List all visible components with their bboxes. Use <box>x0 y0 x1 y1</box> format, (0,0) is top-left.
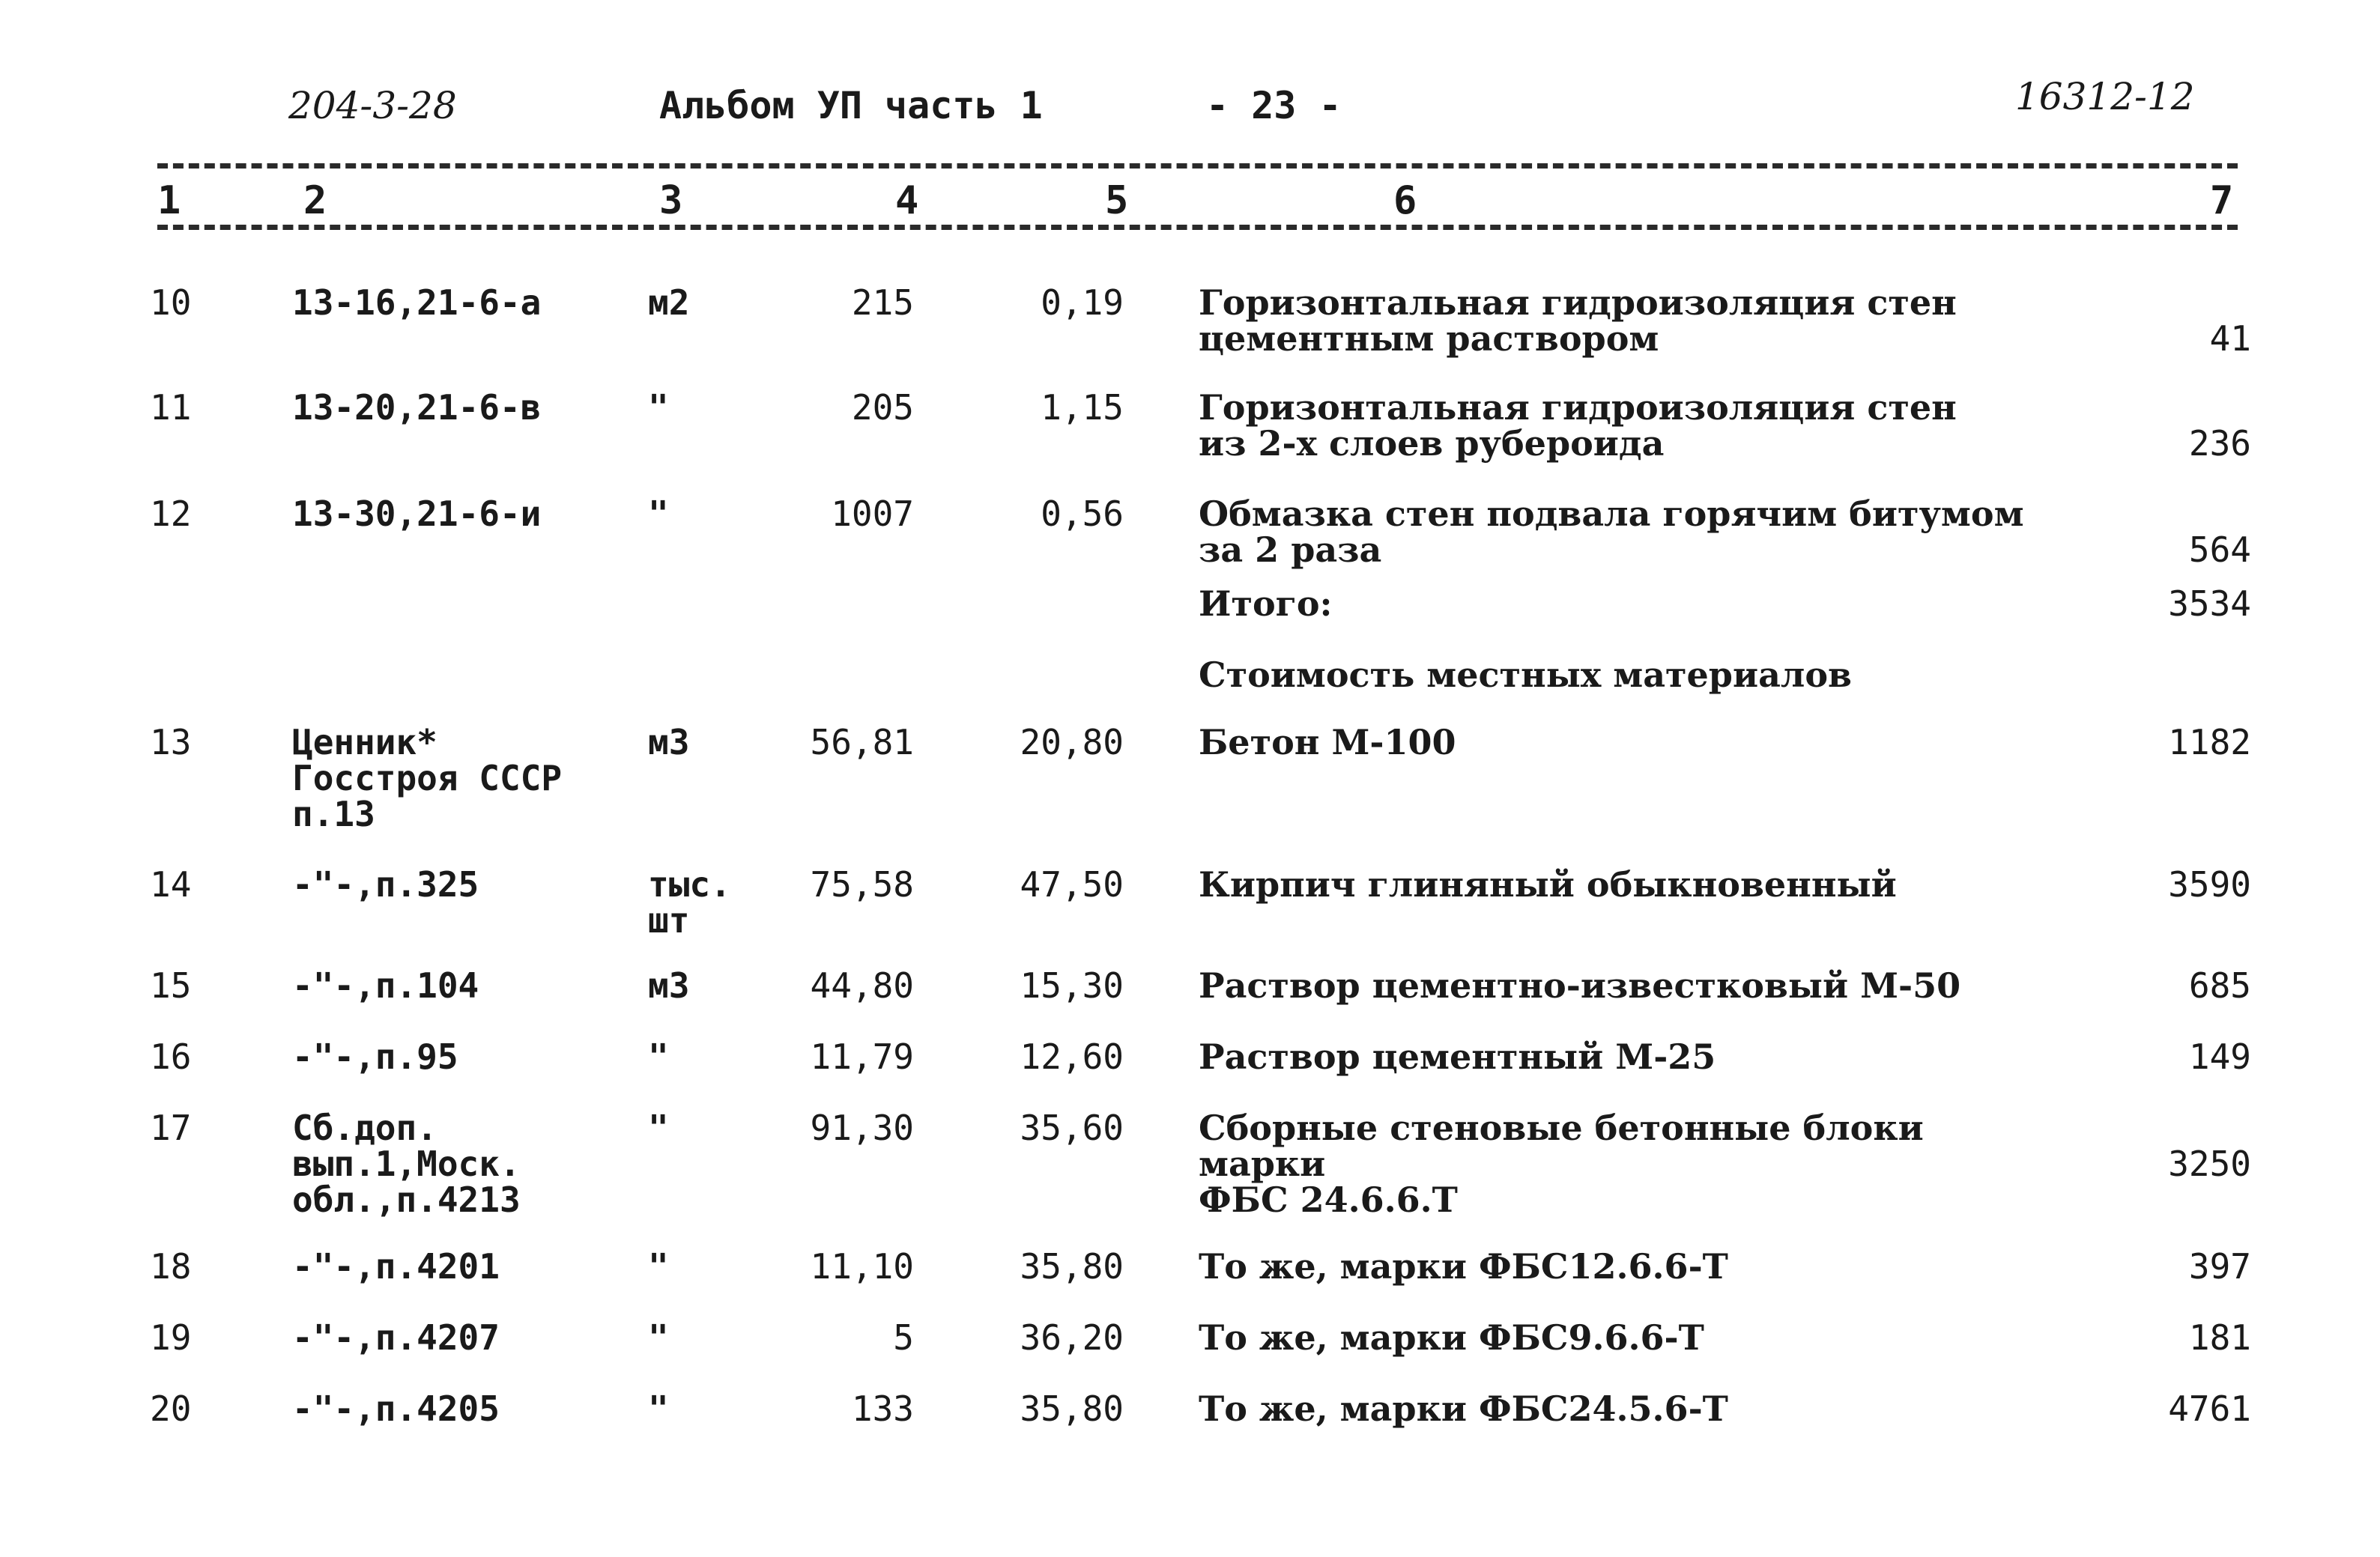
column-number-4: 4 <box>895 178 919 223</box>
row-total: 149 <box>2188 1037 2251 1077</box>
row-unit: " <box>648 494 669 534</box>
table-row-section <box>0 657 2380 724</box>
row-reference: -"-,п.4205 <box>292 1388 500 1429</box>
row-number: 12 <box>150 494 192 534</box>
table-row <box>0 1248 2380 1320</box>
row-unit: " <box>648 1246 669 1287</box>
row-description: Раствор цементно-известковый М-50 <box>1199 965 1961 1006</box>
row-unit-price: 0,19 <box>1041 282 1124 323</box>
column-number-7: 7 <box>2210 178 2234 223</box>
row-description: То же, марки ФБС12.6.6-Т <box>1199 1246 1728 1287</box>
row-unit: " <box>648 1037 669 1077</box>
estimate-table <box>0 282 2380 1462</box>
column-number-3: 3 <box>659 178 683 223</box>
row-description: Обмазка стен подвала горячим битумом за 2 раза <box>1199 494 2024 570</box>
album-title: Альбом УП часть 1 <box>659 84 1043 127</box>
section-heading: Стоимость местных материалов <box>1199 655 1852 695</box>
row-number: 17 <box>150 1108 192 1148</box>
row-number: 16 <box>150 1037 192 1077</box>
row-reference: 13-16,21-6-а <box>292 282 542 323</box>
row-description: Сборные стеновые бетонные блоки марки ФБС 24.6.6.Т <box>1199 1108 1924 1220</box>
column-number-2: 2 <box>303 178 327 223</box>
row-number: 10 <box>150 282 192 323</box>
table-row <box>0 965 2380 1039</box>
row-unit: " <box>648 1108 669 1148</box>
row-unit-price: 1,15 <box>1041 387 1124 428</box>
row-unit: " <box>648 387 669 428</box>
row-unit: " <box>648 1317 669 1358</box>
row-reference: Ценник* Госстроя СССР п.13 <box>292 722 563 834</box>
row-unit: м2 <box>648 282 690 323</box>
row-unit: м3 <box>648 965 690 1006</box>
top-dashed-rule <box>157 163 2238 169</box>
row-total: 564 <box>2188 529 2251 570</box>
table-row <box>0 282 2380 389</box>
row-number: 18 <box>150 1246 192 1287</box>
row-quantity: 133 <box>851 1388 914 1429</box>
sheet-number: 16312-12 <box>2015 75 2195 118</box>
row-total: 4761 <box>2168 1388 2251 1429</box>
subtotal-value: 3534 <box>2168 583 2251 624</box>
table-row <box>0 1388 2380 1462</box>
row-unit-price: 47,50 <box>1020 864 1124 905</box>
table-row-subtotal <box>0 583 2380 657</box>
row-quantity: 11,10 <box>810 1246 914 1287</box>
row-unit-price: 12,60 <box>1020 1037 1124 1077</box>
row-quantity: 75,58 <box>810 864 914 905</box>
row-unit-price: 35,60 <box>1020 1108 1124 1148</box>
row-quantity: 56,81 <box>810 722 914 762</box>
row-total: 3590 <box>2168 864 2251 905</box>
row-unit: м3 <box>648 722 690 762</box>
row-quantity: 1007 <box>831 494 914 534</box>
row-total: 397 <box>2188 1246 2251 1287</box>
row-description: Горизонтальная гидроизоляция стен из 2-х слоев рубероида <box>1199 387 1957 464</box>
row-number: 20 <box>150 1388 192 1429</box>
row-quantity: 205 <box>851 387 914 428</box>
row-unit-price: 0,56 <box>1041 494 1124 534</box>
row-total: 41 <box>2209 318 2251 359</box>
row-description: Горизонтальная гидроизоляция стен цементным раствором <box>1199 282 1957 359</box>
row-quantity: 91,30 <box>810 1108 914 1148</box>
row-number: 13 <box>150 722 192 762</box>
row-total: 181 <box>2188 1317 2251 1358</box>
row-description: Кирпич глиняный обыкновенный <box>1199 864 1897 905</box>
page-number: - 23 - <box>1206 84 1342 127</box>
row-description: То же, марки ФБС9.6.6-Т <box>1199 1317 1704 1358</box>
table-row <box>0 1039 2380 1110</box>
row-total: 685 <box>2188 965 2251 1006</box>
row-reference: 13-30,21-6-и <box>292 494 542 534</box>
row-unit-price: 36,20 <box>1020 1317 1124 1358</box>
column-number-6: 6 <box>1393 178 1417 223</box>
row-quantity: 5 <box>893 1317 914 1358</box>
table-row <box>0 1110 2380 1248</box>
row-total: 236 <box>2188 423 2251 464</box>
row-total: 1182 <box>2168 722 2251 762</box>
table-row <box>0 1317 2380 1391</box>
row-reference: -"-,п.95 <box>292 1037 458 1077</box>
table-row <box>0 496 2380 586</box>
row-number: 14 <box>150 864 192 905</box>
row-quantity: 11,79 <box>810 1037 914 1077</box>
row-unit-price: 15,30 <box>1020 965 1124 1006</box>
row-unit-price: 35,80 <box>1020 1246 1124 1287</box>
column-number-1: 1 <box>157 178 181 223</box>
row-description: Раствор цементный М-25 <box>1199 1037 1716 1077</box>
row-unit-price: 20,80 <box>1020 722 1124 762</box>
row-total: 3250 <box>2168 1144 2251 1184</box>
row-unit: " <box>648 1388 669 1429</box>
column-dashed-rule <box>157 225 2238 230</box>
row-unit: тыс. шт <box>648 864 731 941</box>
table-row <box>0 389 2380 496</box>
row-reference: -"-,п.4201 <box>292 1246 500 1287</box>
row-reference: Сб.доп. вып.1,Моск. обл.,п.4213 <box>292 1108 521 1220</box>
row-number: 11 <box>150 387 192 428</box>
row-unit-price: 35,80 <box>1020 1388 1124 1429</box>
row-reference: -"-,п.4207 <box>292 1317 500 1358</box>
document-code: 204-3-28 <box>288 84 457 127</box>
row-number: 15 <box>150 965 192 1006</box>
row-number: 19 <box>150 1317 192 1358</box>
row-reference: -"-,п.104 <box>292 965 479 1006</box>
table-row <box>0 866 2380 968</box>
row-description: То же, марки ФБС24.5.6-Т <box>1199 1388 1728 1429</box>
row-reference: 13-20,21-6-в <box>292 387 542 428</box>
row-reference: -"-,п.325 <box>292 864 479 905</box>
row-quantity: 215 <box>851 282 914 323</box>
column-number-5: 5 <box>1105 178 1129 223</box>
row-description: Бетон М-100 <box>1199 722 1456 762</box>
subtotal-label: Итого: <box>1199 583 1333 624</box>
table-row <box>0 724 2380 866</box>
row-quantity: 44,80 <box>810 965 914 1006</box>
